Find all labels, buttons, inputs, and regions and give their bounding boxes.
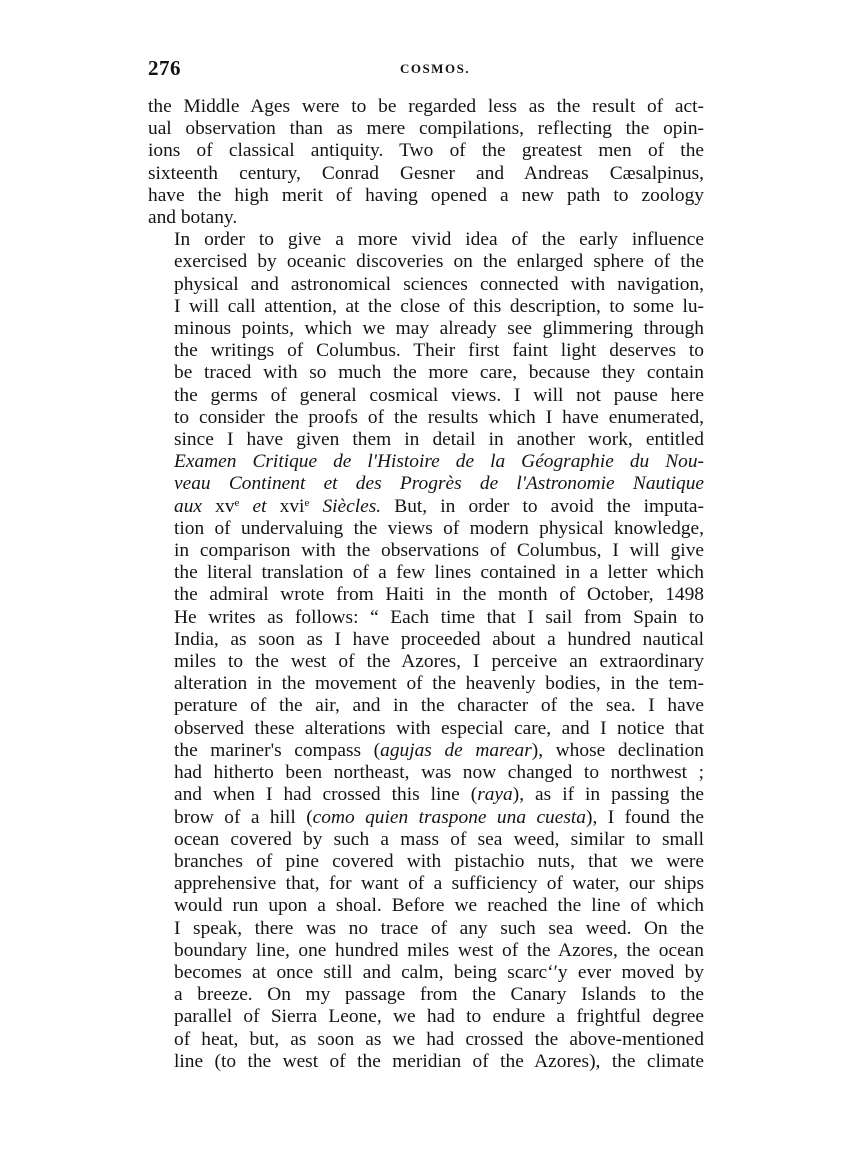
text-line: observed these alterations with especial care, and I notice that [174,717,704,739]
text-fragment: ), I found the [586,806,704,828]
italic-phrase: agujas de marear [380,739,532,761]
text-fragment: ), whose declination [531,739,704,761]
text-line: apprehensive that, for want of a sufficiency of water, our ships [174,873,704,895]
text-line [148,496,704,518]
text-line [148,451,704,473]
text-line: have the high merit of having opened a new path to zoology [148,184,704,206]
text-line: parallel of Sierra Leone, we had to endure a frightful degree [174,1006,704,1028]
text-line: becomes at once still and calm, being scarcʻʹy ever moved by [174,961,704,983]
text-line: physical and astronomical sciences connected with navigation, [174,273,704,295]
superscript: e [234,496,240,509]
book-page [148,56,704,1073]
book-title: veau Continent et des Progrès de l'Astronomie Nautique [174,473,704,495]
text-line: alteration in the movement of the heavenly bodies, in the tem- [174,673,704,695]
text-line: in comparison with the observations of Columbus, I will give [174,540,704,562]
text-line: ions of classical antiquity. Two of the greatest men of the [148,140,704,162]
text-fragment: the mariner's compass ( [174,739,381,761]
page-header [148,56,704,88]
text-line: ocean covered by such a mass of sea weed, similar to small [174,828,704,850]
text-line: and botany. [148,207,238,229]
text-line: the literal translation of a few lines contained in a letter which [174,562,704,584]
italic-phrase: raya [477,784,513,806]
text-line [148,807,704,829]
text-line: tion of undervaluing the views of modern physical knowledge, [174,517,704,539]
text-line: be traced with so much the more care, because they contain [174,362,704,384]
text-line: He writes as follows: “ Each time that I sail from Spain to [174,606,704,628]
text-line: branches of pine covered with pistachio nuts, that we were [174,850,704,872]
text-line: the admiral wrote from Haiti in the month of October, 1498 [174,584,704,606]
text-line: had hitherto been northeast, was now changed to northwest ; [174,762,704,784]
book-title: Siècles. [322,495,382,517]
paragraph-2 [148,229,704,1073]
italic-phrase: como quien traspone una cuesta [312,806,586,828]
book-title: aux [174,495,202,517]
text-line: the germs of general cosmical views. I will not pause here [174,384,704,406]
text-line: line (to the west of the meridian of the Azores), the climate [174,1050,704,1072]
text-line [148,784,704,806]
century-numeral: xv [215,495,235,517]
text-line: since I have given them in detail in another work, entitled [174,429,704,451]
text-line: the Middle Ages were to be regarded less as the result of act- [148,96,704,117]
text-line: boundary line, one hundred miles west of the Azores, the ocean [174,939,704,961]
superscript: e [304,496,310,509]
running-head: COSMOS. [399,61,471,76]
text-line: exercised by oceanic discoveries on the enlarged sphere of the [174,251,704,273]
text-line [148,740,704,762]
text-fragment: and when I had crossed this line ( [174,784,478,806]
book-title: et [252,495,267,517]
text-line: minous points, which we may already see glimmering through [174,318,704,340]
text-line: India, as soon as I have proceeded about a hundred nautical [174,628,704,650]
text-line: ual observation than as mere compilations, reflecting the opin- [148,118,704,140]
page-number: 276 [148,56,181,80]
text-line: perature of the air, and in the character of the sea. I have [174,695,704,717]
paragraph-1 [148,96,704,229]
text-line: I will call attention, at the close of this description, to some lu- [174,295,704,317]
text-line: I speak, there was no trace of any such sea weed. On the [174,917,704,939]
text-line: to consider the proofs of the results which I have enumerated, [174,406,704,428]
text-fragment: brow of a hill ( [174,806,313,828]
text-line: a breeze. On my passage from the Canary Islands to the [174,984,704,1006]
text-fragment: ), as if in passing the [512,784,704,806]
century-numeral: xvi [279,495,305,517]
text-line: would run upon a shoal. Before we reached the line of which [174,895,704,917]
text-line: In order to give a more vivid idea of the early influence [174,229,704,251]
body-text [148,96,704,1073]
text-line: miles to the west of the Azores, I perceive an extraordinary [174,651,704,673]
text-line [148,473,704,495]
book-title: Examen Critique de l'Histoire de la Géographie du Nou- [174,451,704,473]
text-line: sixteenth century, Conrad Gesner and Andreas Cæsalpinus, [148,162,704,184]
text-line: of heat, but, as soon as we had crossed the above-mentioned [174,1028,704,1050]
text-fragment: But, in order to avoid the imputa- [394,495,704,517]
text-line: the writings of Columbus. Their first faint light deserves to [174,340,704,362]
